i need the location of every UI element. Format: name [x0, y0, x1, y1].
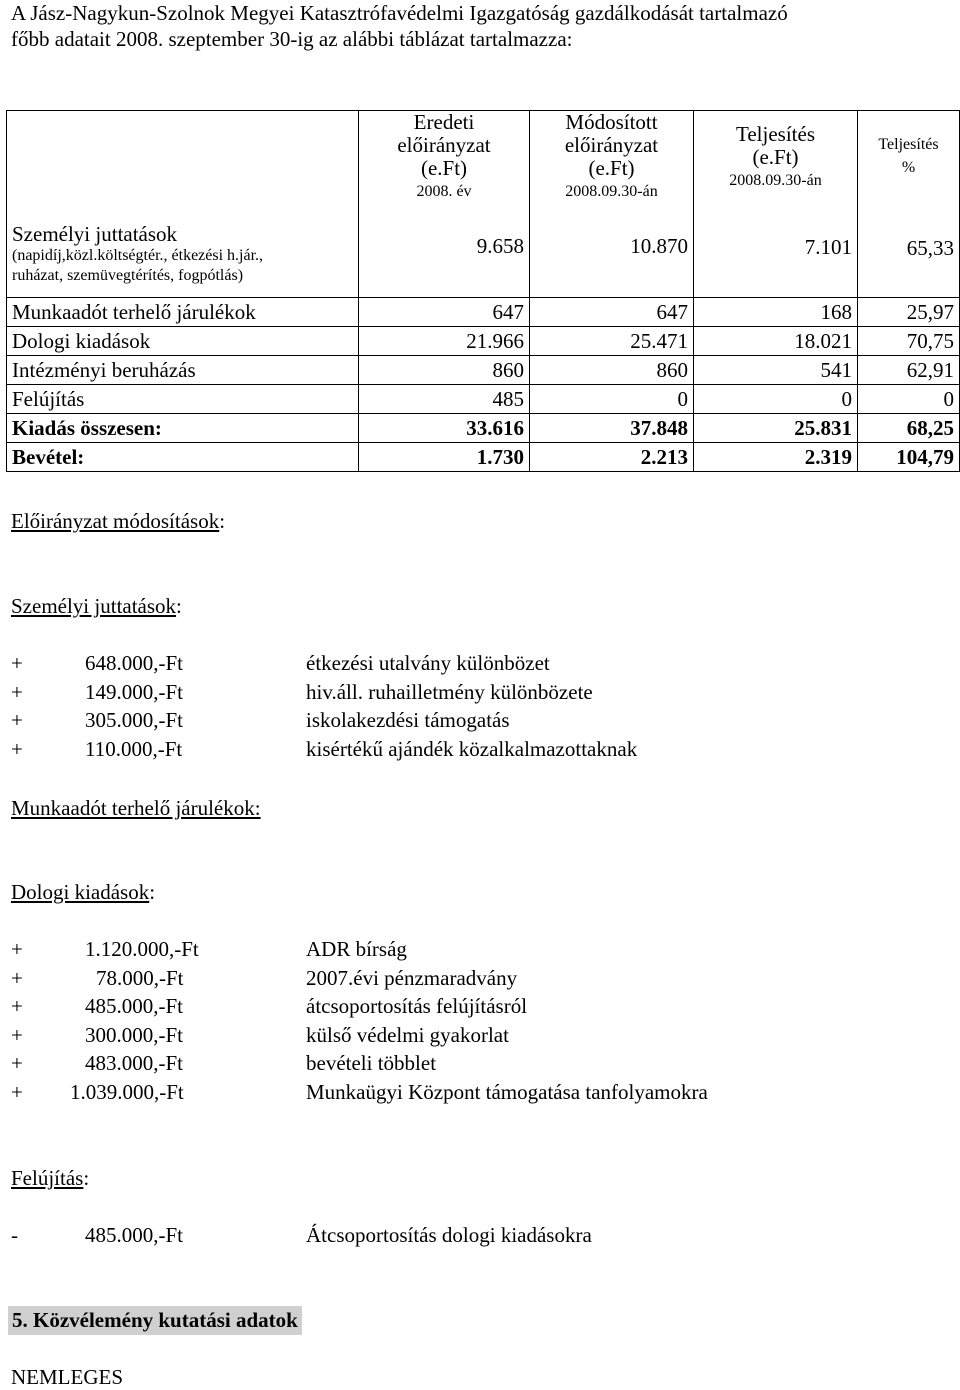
item-sign: + — [11, 994, 23, 1018]
cell-value: 0 — [530, 385, 694, 414]
header-text: előirányzat — [397, 133, 491, 157]
row-label-sub: (napidíj,közl.költségtér., étkezési h.jár., — [12, 246, 264, 264]
nemleges-text: NEMLEGES — [11, 1365, 123, 1389]
cell-value: 2.213 — [530, 443, 694, 472]
cell-value: 65,33 — [906, 236, 954, 260]
row-label: Kiadás összesen: — [7, 414, 359, 443]
row-label: Bevétel: — [7, 443, 359, 472]
header-text: 2008.09.30-án — [565, 183, 658, 200]
section-heading-text: Dologi kiadások — [11, 880, 150, 904]
cell-value: 33.616 — [359, 414, 530, 443]
header-text: Teljesítés — [735, 122, 815, 146]
cell-value: 0 — [858, 385, 960, 414]
cell-value: 25.471 — [530, 327, 694, 356]
item-amount: 483.000,-Ft — [85, 1051, 184, 1075]
table-row — [7, 356, 960, 385]
header-text: 2008. év — [416, 183, 472, 200]
cell-value: 860 — [359, 356, 530, 385]
heading-colon: : — [219, 509, 226, 533]
row-label: Dologi kiadások — [7, 327, 359, 356]
header-text: Eredeti — [413, 110, 475, 134]
header-text: Módosított — [565, 110, 658, 134]
item-desc: étkezési utalvány különbözet — [306, 651, 550, 675]
cell-value: 1.730 — [359, 443, 530, 472]
header-teljesites-pct — [858, 111, 960, 298]
cell-value: 0 — [694, 385, 858, 414]
cell-value: 860 — [530, 356, 694, 385]
heading-colon: : — [149, 880, 156, 904]
table-header-row — [7, 111, 960, 226]
item-desc: iskolakezdési támogatás — [306, 708, 510, 732]
cell-value: 10.870 — [630, 234, 688, 258]
item-amount: 110.000,-Ft — [85, 737, 183, 761]
table-row — [7, 385, 960, 414]
header-text: (e.Ft) — [588, 156, 635, 180]
header-text: előirányzat — [564, 133, 659, 157]
item-desc: 2007.évi pénzmaradvány — [306, 966, 518, 990]
header-empty-cell — [7, 111, 359, 226]
header-text: (e.Ft) — [752, 145, 799, 169]
cell-value: 485 — [359, 385, 530, 414]
budget-table — [6, 110, 960, 472]
row-label — [7, 221, 359, 298]
section-heading-felujitas — [11, 1166, 89, 1191]
table-row — [7, 327, 960, 356]
item-desc: kisértékű ajándék közalkalmazottaknak — [306, 737, 638, 761]
item-amount: 485.000,-Ft — [85, 994, 184, 1018]
row-label: Felújítás — [7, 385, 359, 414]
row-label-main: Személyi juttatások — [12, 221, 178, 246]
header-text: Teljesítés — [878, 136, 939, 153]
header-modositott — [530, 111, 694, 298]
cell-value: 37.848 — [530, 414, 694, 443]
cell-value: 18.021 — [694, 327, 858, 356]
item-sign: + — [11, 708, 23, 732]
row-label: Intézményi beruházás — [7, 356, 359, 385]
item-sign: + — [11, 1023, 23, 1047]
cell-value: 62,91 — [858, 356, 960, 385]
item-sign: + — [11, 737, 23, 761]
section-heading-dologi — [11, 880, 155, 905]
cell-value: 70,75 — [858, 327, 960, 356]
item-sign: + — [11, 966, 23, 990]
item-sign: - — [11, 1223, 18, 1247]
cell-value: 2.319 — [694, 443, 858, 472]
intro-line-1: A Jász-Nagykun-Szolnok Megyei Katasztrófavédelmi Igazgatóság gazdálkodását tartalmazó — [11, 1, 788, 25]
item-desc: bevételi többlet — [306, 1051, 437, 1075]
cell-value: 25.831 — [694, 414, 858, 443]
header-text: 2008.09.30-án — [729, 172, 822, 189]
intro-text — [11, 0, 951, 52]
item-sign: + — [11, 651, 23, 675]
header-text: (e.Ft) — [420, 156, 468, 180]
cell-value: 647 — [530, 298, 694, 327]
cell-value: 9.658 — [476, 234, 524, 258]
item-sign: + — [11, 1051, 23, 1075]
cell-value: 168 — [694, 298, 858, 327]
section-heading-text: Személyi juttatások — [11, 594, 177, 618]
header-text: % — [901, 159, 916, 176]
header-eredeti — [359, 111, 530, 298]
item-desc: átcsoportosítás felújításról — [306, 994, 528, 1018]
item-sign: + — [11, 937, 23, 961]
cell-value: 7.101 — [804, 235, 852, 259]
item-desc: ADR bírság — [306, 937, 407, 961]
section-heading-munkaado — [11, 796, 261, 821]
intro-line-2: főbb adatait 2008. szeptember 30-ig az alábbi táblázat tartalmazza: — [11, 27, 573, 51]
section-heading-szemelyi — [11, 594, 182, 619]
section-heading-kozvelemeny: 5. Közvélemény kutatási adatok — [8, 1306, 302, 1335]
item-amount: 485.000,-Ft — [85, 1223, 184, 1247]
section-heading-text: Munkaadót terhelő járulékok: — [11, 796, 261, 820]
heading-colon: : — [176, 594, 182, 618]
section-heading-modositasok — [11, 509, 225, 534]
cell-value: 21.966 — [359, 327, 530, 356]
cell-value: 647 — [359, 298, 530, 327]
item-amount: 1.039.000,-Ft — [70, 1080, 184, 1104]
item-amount: 149.000,-Ft — [85, 680, 184, 704]
table-row-total — [7, 414, 960, 443]
row-label-sub: ruházat, szemüvegtérítés, fogpótlás) — [12, 266, 244, 284]
table-row-income — [7, 443, 960, 472]
item-desc: hiv.áll. ruhailletmény különbözete — [306, 680, 593, 704]
heading-colon: : — [83, 1166, 90, 1190]
item-amount: 305.000,-Ft — [85, 708, 184, 732]
cell-value: 68,25 — [858, 414, 960, 443]
item-amount: 648.000,-Ft — [85, 651, 184, 675]
item-amount: 300.000,-Ft — [85, 1023, 184, 1047]
item-sign: + — [11, 680, 23, 704]
item-desc: Munkaügyi Központ támogatása tanfolyamokra — [306, 1080, 708, 1104]
item-amount: 1.120.000,-Ft — [85, 937, 199, 961]
item-desc: Átcsoportosítás dologi kiadásokra — [306, 1223, 592, 1247]
table-row — [7, 298, 960, 327]
cell-value: 25,97 — [858, 298, 960, 327]
section-heading-text: Felújítás — [11, 1166, 84, 1190]
row-label: Munkaadót terhelő járulékok — [7, 298, 359, 327]
cell-value: 541 — [694, 356, 858, 385]
section-heading-text: Előirányzat módosítások — [11, 509, 220, 533]
item-sign: + — [11, 1080, 23, 1104]
item-amount: 78.000,-Ft — [96, 966, 184, 990]
header-teljesites — [694, 111, 858, 298]
cell-value: 104,79 — [858, 443, 960, 472]
item-desc: külső védelmi gyakorlat — [306, 1023, 509, 1047]
